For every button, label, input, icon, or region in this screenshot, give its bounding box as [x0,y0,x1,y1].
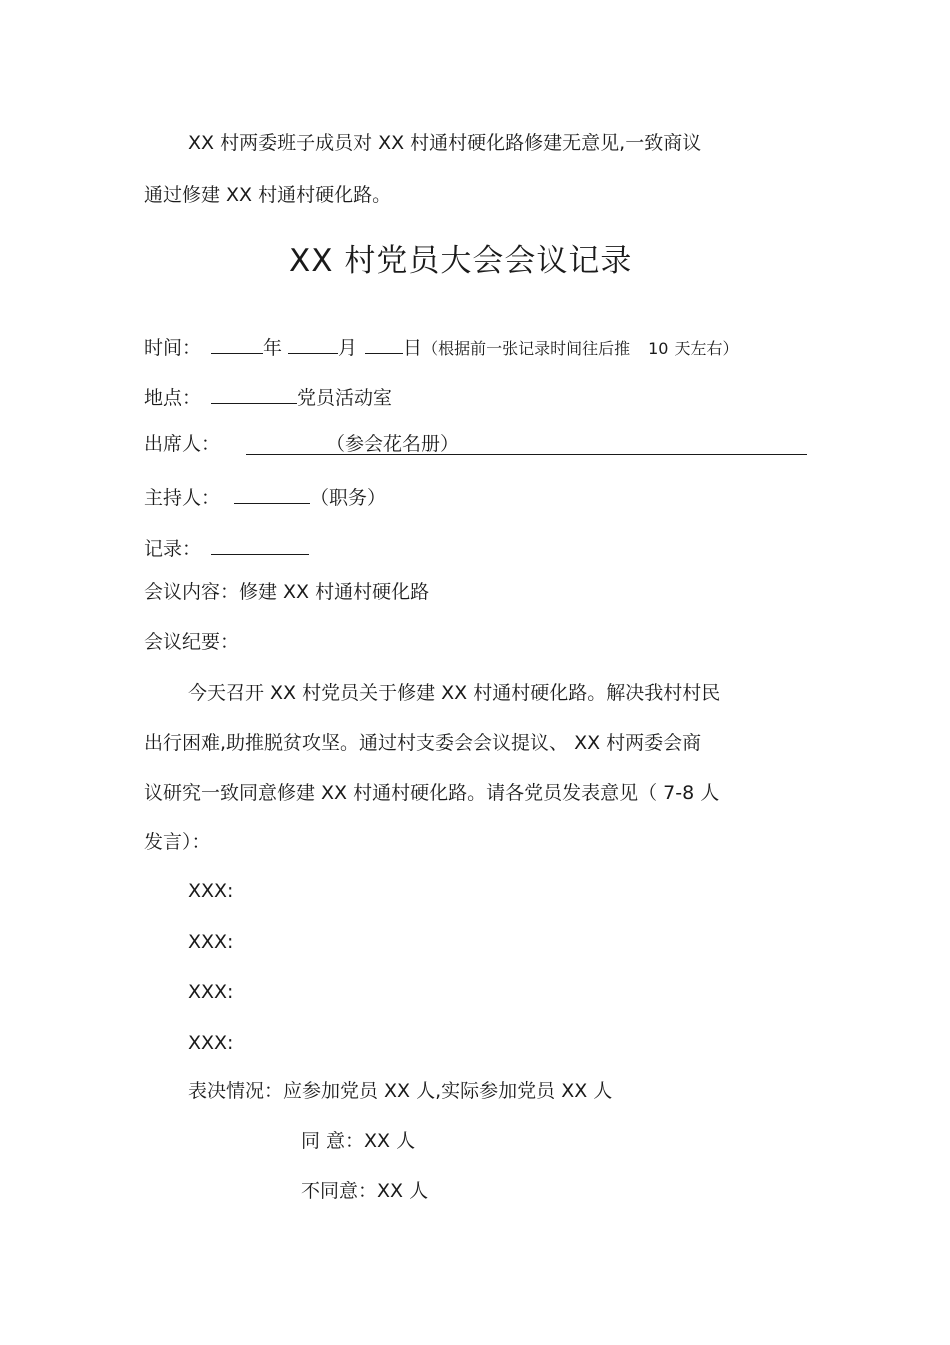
intro-line-1: XX 村两委班子成员对 XX 村通村硬化路修建无意见,一致商议 [188,132,702,154]
meeting-content: 会议内容：修建 XX 村通村硬化路 [144,581,430,603]
speaker-3: XXX: [188,981,234,1003]
host-blank[interactable] [234,484,310,504]
minutes-line-4: 发言）： [144,831,211,853]
attendees-field[interactable] [246,435,807,455]
attendees-value: （参会花名册） [326,433,460,455]
minutes-line-3: 议研究一致同意修建 XX 村通村硬化路。请各党员发表意见（ 7-8 人 [144,782,720,804]
month-label: 月 [338,337,358,359]
time-row [144,334,738,358]
year-label: 年 [263,337,283,359]
place-blank[interactable] [211,384,297,404]
year-blank[interactable] [211,334,263,354]
day-label: 日 [403,337,423,359]
recorder-label: 记录： [144,538,202,560]
vote-summary: 表决情况：应参加党员 XX 人,实际参加党员 XX 人 [188,1080,613,1102]
place-value: 党员活动室 [297,387,393,409]
recorder-blank[interactable] [211,535,309,555]
time-note-end: 天左右） [674,339,739,358]
intro-line-2: 通过修建 XX 村通村硬化路。 [144,184,392,206]
place-row [144,384,392,408]
speaker-1: XXX: [188,880,234,902]
vote-agree: 同 意：XX 人 [301,1130,416,1152]
speaker-2: XXX: [188,931,234,953]
minutes-line-1: 今天召开 XX 村党员关于修建 XX 村通村硬化路。解决我村村民 [188,682,721,704]
host-value: （职务） [310,487,387,509]
speaker-4: XXX: [188,1032,234,1054]
document-title: XX 村党员大会会议记录 [289,243,633,279]
vote-disagree: 不同意：XX 人 [301,1180,429,1202]
attendees-row [144,435,807,455]
time-days: 10 [648,339,669,358]
host-row [144,484,386,508]
time-note: （根据前一张记录时间往后推 [422,339,631,358]
minutes-label: 会议纪要： [144,631,240,653]
time-label: 时间： [144,337,202,359]
place-label: 地点： [144,387,202,409]
minutes-line-2: 出行困难,助推脱贫攻坚。通过村支委会会议提议、 XX 村两委会商 [144,732,702,754]
month-blank[interactable] [288,334,338,354]
recorder-row [144,535,309,559]
attendees-label: 出席人： [144,433,221,455]
day-blank[interactable] [365,334,403,354]
host-label: 主持人： [144,487,221,509]
